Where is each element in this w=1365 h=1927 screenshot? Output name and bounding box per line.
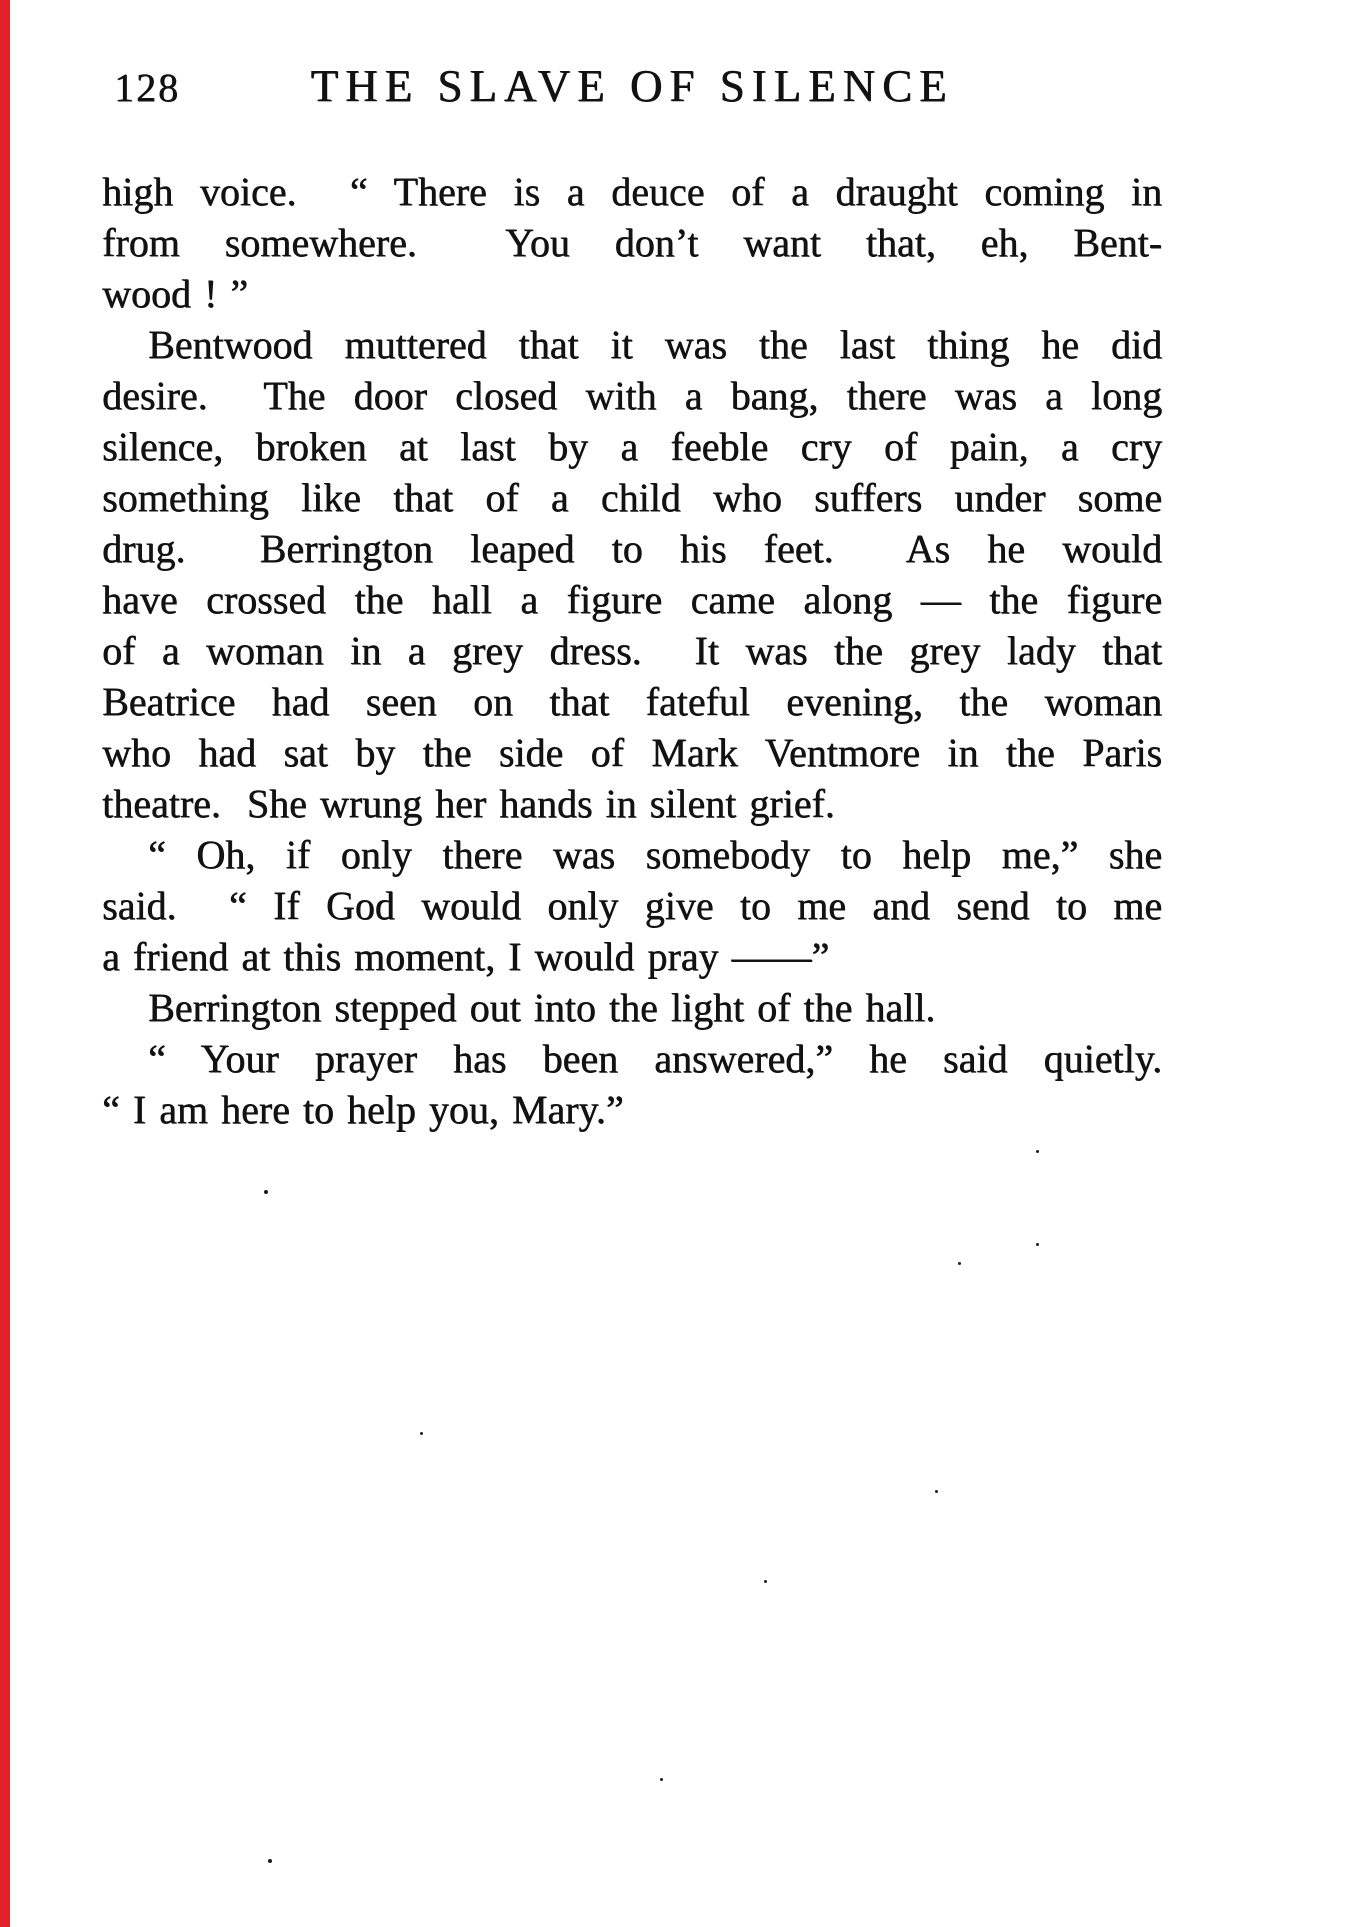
text-line: silence, broken at last by a feeble cry of pain, a cry: [102, 424, 1162, 469]
text-line: have crossed the hall a figure came along — the figure: [102, 577, 1162, 622]
paragraph: [102, 829, 1162, 982]
paragraph: [102, 166, 1162, 319]
paragraph: [102, 982, 1162, 1033]
text-line: Beatrice had seen on that fateful evening, the woman: [102, 679, 1162, 724]
text-line: desire. The door closed with a bang, there was a long: [102, 373, 1162, 418]
paragraph: [102, 319, 1162, 829]
running-title: THE SLAVE OF SILENCE: [310, 61, 954, 111]
text-line: theatre. She wrung her hands in silent grief.: [102, 781, 835, 826]
text-line: said. “ If God would only give to me and send to me: [102, 883, 1162, 928]
text-line: of a woman in a grey dress. It was the grey lady that: [102, 628, 1162, 673]
text-line: something like that of a child who suffers under some: [102, 475, 1162, 520]
text-line: “ Your prayer has been answered,” he said quietly.: [148, 1036, 1162, 1081]
text-line: wood ! ”: [102, 271, 248, 316]
text-line: a friend at this moment, I would pray ——”: [102, 934, 830, 979]
text-line: drug. Berrington leaped to his feet. As he would: [102, 526, 1162, 571]
scan-speck: [660, 1778, 663, 1781]
scan-speck: [1036, 1243, 1039, 1246]
text-line: Bentwood muttered that it was the last thing he did: [148, 322, 1162, 367]
scan-speck: [268, 1859, 272, 1863]
text-line: “ I am here to help you, Mary.”: [102, 1087, 624, 1132]
scan-edge-stripe: [0, 0, 10, 1927]
scan-speck: [420, 1432, 423, 1435]
text-line: from somewhere. You don’t want that, eh, Bent-: [102, 220, 1162, 265]
scan-speck: [1036, 1150, 1039, 1153]
text-block: [102, 166, 1162, 1135]
text-line: who had sat by the side of Mark Ventmore in the Paris: [102, 730, 1162, 775]
text-line: “ Oh, if only there was somebody to help me,” she: [148, 832, 1162, 877]
scan-speck: [764, 1580, 767, 1583]
scan-speck: [958, 1262, 961, 1265]
page-number: 128: [114, 65, 180, 110]
scan-speck: [264, 1190, 268, 1194]
scan-speck: [935, 1490, 938, 1493]
text-line: high voice. “ There is a deuce of a draught coming in: [102, 169, 1162, 214]
page-header: [102, 62, 1162, 110]
text-line: Berrington stepped out into the light of the hall.: [148, 985, 936, 1030]
paragraph: [102, 1033, 1162, 1135]
